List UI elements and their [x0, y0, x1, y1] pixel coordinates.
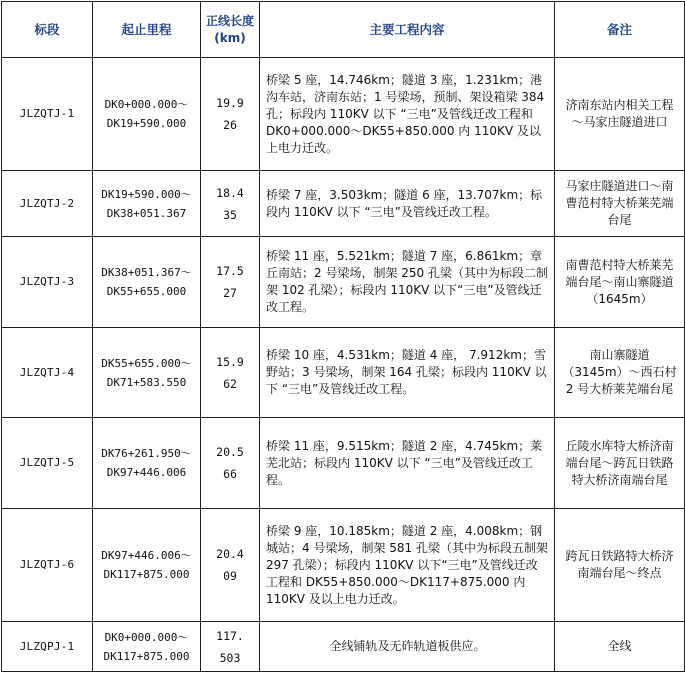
table-row: [2, 171, 685, 237]
section-cell: JLZQTJ-3: [2, 237, 93, 328]
section-cell: JLZQTJ-4: [2, 328, 93, 418]
remarks-cell: 南曹范村特大桥莱芜端台尾～南山寨隧道（1645m）: [555, 237, 685, 328]
content-cell: 桥梁 7 座，3.503km；隧道 6 座，13.707km；标段内 110KV 以下 “三电”及管线迁改工程。: [260, 171, 555, 237]
content-cell: 桥梁 11 座，9.515km；隧道 2 座，4.745km；莱芜北站；标段内 110KV 以下 “三电”及管线迁改工程。: [260, 418, 555, 509]
header-length: 正线长度(km): [201, 2, 260, 58]
length-cell: 18.435: [201, 171, 260, 237]
content-cell: 桥梁 9 座，10.185km；隧道 2 座，4.008km；钢城站；4 号梁场，制架 581 孔梁（其中为标段五制架 297 孔梁）；标段内 110KV 以下“三电”及管线迁改工程和 DK55+850.000～DK117+875.000 内 110KV 及以上电力迁改。: [260, 509, 555, 622]
table-row: [2, 509, 685, 622]
length-cell: 20.409: [201, 509, 260, 622]
header-remarks: 备注: [555, 2, 685, 58]
mileage-cell: DK0+000.000～DK117+875.000: [93, 622, 201, 672]
table-row: [2, 237, 685, 328]
section-cell: JLZQTJ-6: [2, 509, 93, 622]
header-row: [2, 2, 685, 58]
remarks-cell: 南山寨隧道（3145m）～西石村 2 号大桥莱芜端台尾: [555, 328, 685, 418]
section-cell: JLZQPJ-1: [2, 622, 93, 672]
remarks-cell: 全线: [555, 622, 685, 672]
mileage-cell: DK97+446.006～DK117+875.000: [93, 509, 201, 622]
section-cell: JLZQTJ-2: [2, 171, 93, 237]
content-cell: 桥梁 5 座，14.746km；隧道 3 座，1.231km；港沟车站，济南东站；1 号梁场，预制、架设箱梁 384 孔；标段内 110KV 以下 “三电”及管线迁改工程和 DK0+000.000～DK55+850.000 内 110KV 及以上电力迁改。: [260, 58, 555, 171]
table-row: [2, 328, 685, 418]
header-section: 标段: [2, 2, 93, 58]
table-row: [2, 58, 685, 171]
table-row: [2, 622, 685, 672]
length-cell: 117.503: [201, 622, 260, 672]
mileage-cell: DK55+655.000～DK71+583.550: [93, 328, 201, 418]
content-cell: 桥梁 10 座，4.531km；隧道 4 座， 7.912km；雪野站；3 号梁场，制架 164 孔梁；标段内 110KV 以下 “三电”及管线迁改工程。: [260, 328, 555, 418]
remarks-cell: 马家庄隧道进口～南曹范村特大桥莱芜端台尾: [555, 171, 685, 237]
content-cell: 桥梁 11 座，5.521km；隧道 7 座，6.861km；章丘南站；2 号梁场，制架 250 孔梁（其中为标段二制架 102 孔梁）；标段内 110KV 以下“三电”及管线迁改工程。: [260, 237, 555, 328]
mileage-cell: DK19+590.000～DK38+051.367: [93, 171, 201, 237]
length-cell: 17.527: [201, 237, 260, 328]
header-mileage: 起止里程: [93, 2, 201, 58]
remarks-cell: 济南东站内相关工程～马家庄隧道进口: [555, 58, 685, 171]
section-cell: JLZQTJ-5: [2, 418, 93, 509]
content-cell: 全线铺轨及无砟轨道板供应。: [260, 622, 555, 672]
length-cell: 19.926: [201, 58, 260, 171]
header-content: 主要工程内容: [260, 2, 555, 58]
mileage-cell: DK38+051.367～DK55+655.000: [93, 237, 201, 328]
remarks-cell: 跨瓦日铁路特大桥济南端台尾～终点: [555, 509, 685, 622]
length-cell: 15.962: [201, 328, 260, 418]
mileage-cell: DK76+261.950～DK97+446.006: [93, 418, 201, 509]
length-cell: 20.566: [201, 418, 260, 509]
table-row: [2, 418, 685, 509]
mileage-cell: DK0+000.000～DK19+590.000: [93, 58, 201, 171]
section-cell: JLZQTJ-1: [2, 58, 93, 171]
remarks-cell: 丘陵水库特大桥济南端台尾～跨瓦日铁路特大桥济南端台尾: [555, 418, 685, 509]
project-sections-table: [1, 1, 685, 672]
